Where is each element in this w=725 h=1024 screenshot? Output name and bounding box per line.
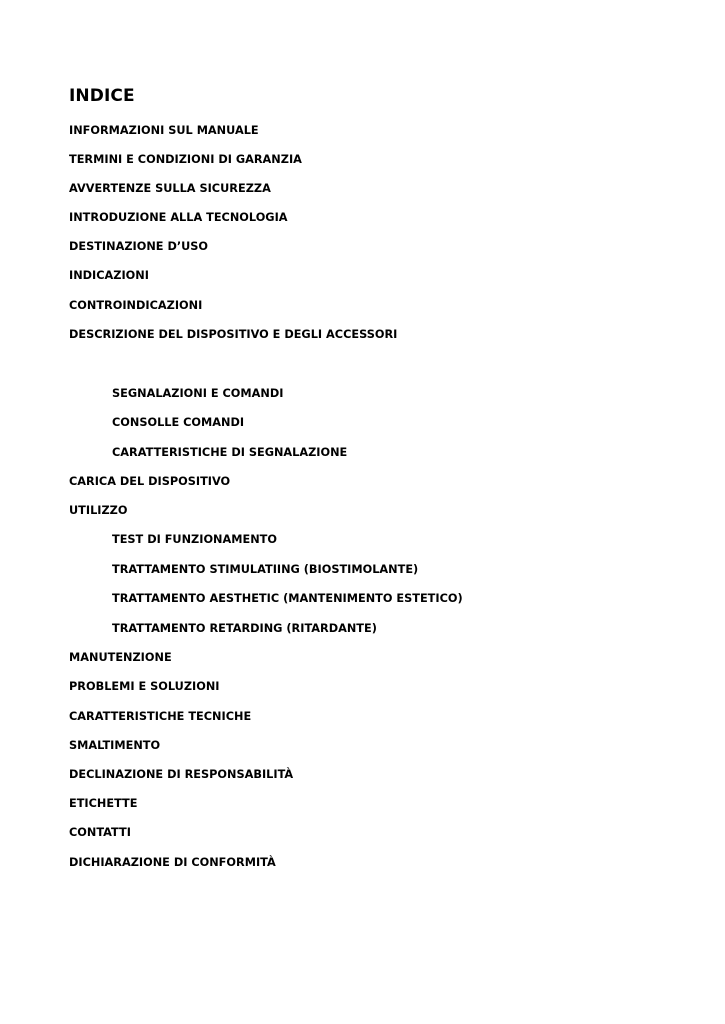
toc-subentry: CONSOLLE COMANDI [112, 416, 245, 429]
toc-entry: DESTINAZIONE D’USO [69, 240, 209, 253]
toc-subentry: TRATTAMENTO RETARDING (RITARDANTE) [112, 622, 377, 635]
toc-entry: PROBLEMI E SOLUZIONI [69, 680, 220, 693]
toc-heading: INDICE [69, 86, 135, 106]
toc-entry: CARATTERISTICHE TECNICHE [69, 710, 252, 723]
toc-entry: INFORMAZIONI SUL MANUALE [69, 124, 259, 137]
toc-entry: CONTROINDICAZIONI [69, 299, 203, 312]
toc-entry: SMALTIMENTO [69, 739, 161, 752]
toc-entry: MANUTENZIONE [69, 651, 172, 664]
toc-entry: UTILIZZO [69, 504, 128, 517]
toc-entry: DESCRIZIONE DEL DISPOSITIVO E DEGLI ACCESSORI [69, 328, 398, 341]
toc-entry: ETICHETTE [69, 797, 138, 810]
toc-subentry: TRATTAMENTO AESTHETIC (MANTENIMENTO ESTETICO) [112, 592, 463, 605]
toc-entry: INDICAZIONI [69, 269, 149, 282]
toc-entry: CARICA DEL DISPOSITIVO [69, 475, 231, 488]
toc-subentry: TRATTAMENTO STIMULATIING (BIOSTIMOLANTE) [112, 563, 419, 576]
toc-entry: INTRODUZIONE ALLA TECNOLOGIA [69, 211, 288, 224]
toc-entry: DICHIARAZIONE DI CONFORMITÀ [69, 856, 276, 869]
toc-entry: TERMINI E CONDIZIONI DI GARANZIA [69, 153, 302, 166]
toc-entry: CONTATTI [69, 826, 131, 839]
toc-entry: DECLINAZIONE DI RESPONSABILITÀ [69, 768, 294, 781]
toc-subentry: SEGNALAZIONI E COMANDI [112, 387, 284, 400]
toc-subentry: CARATTERISTICHE DI SEGNALAZIONE [112, 446, 348, 459]
toc-subentry: TEST DI FUNZIONAMENTO [112, 533, 277, 546]
toc-entry: AVVERTENZE SULLA SICUREZZA [69, 182, 271, 195]
